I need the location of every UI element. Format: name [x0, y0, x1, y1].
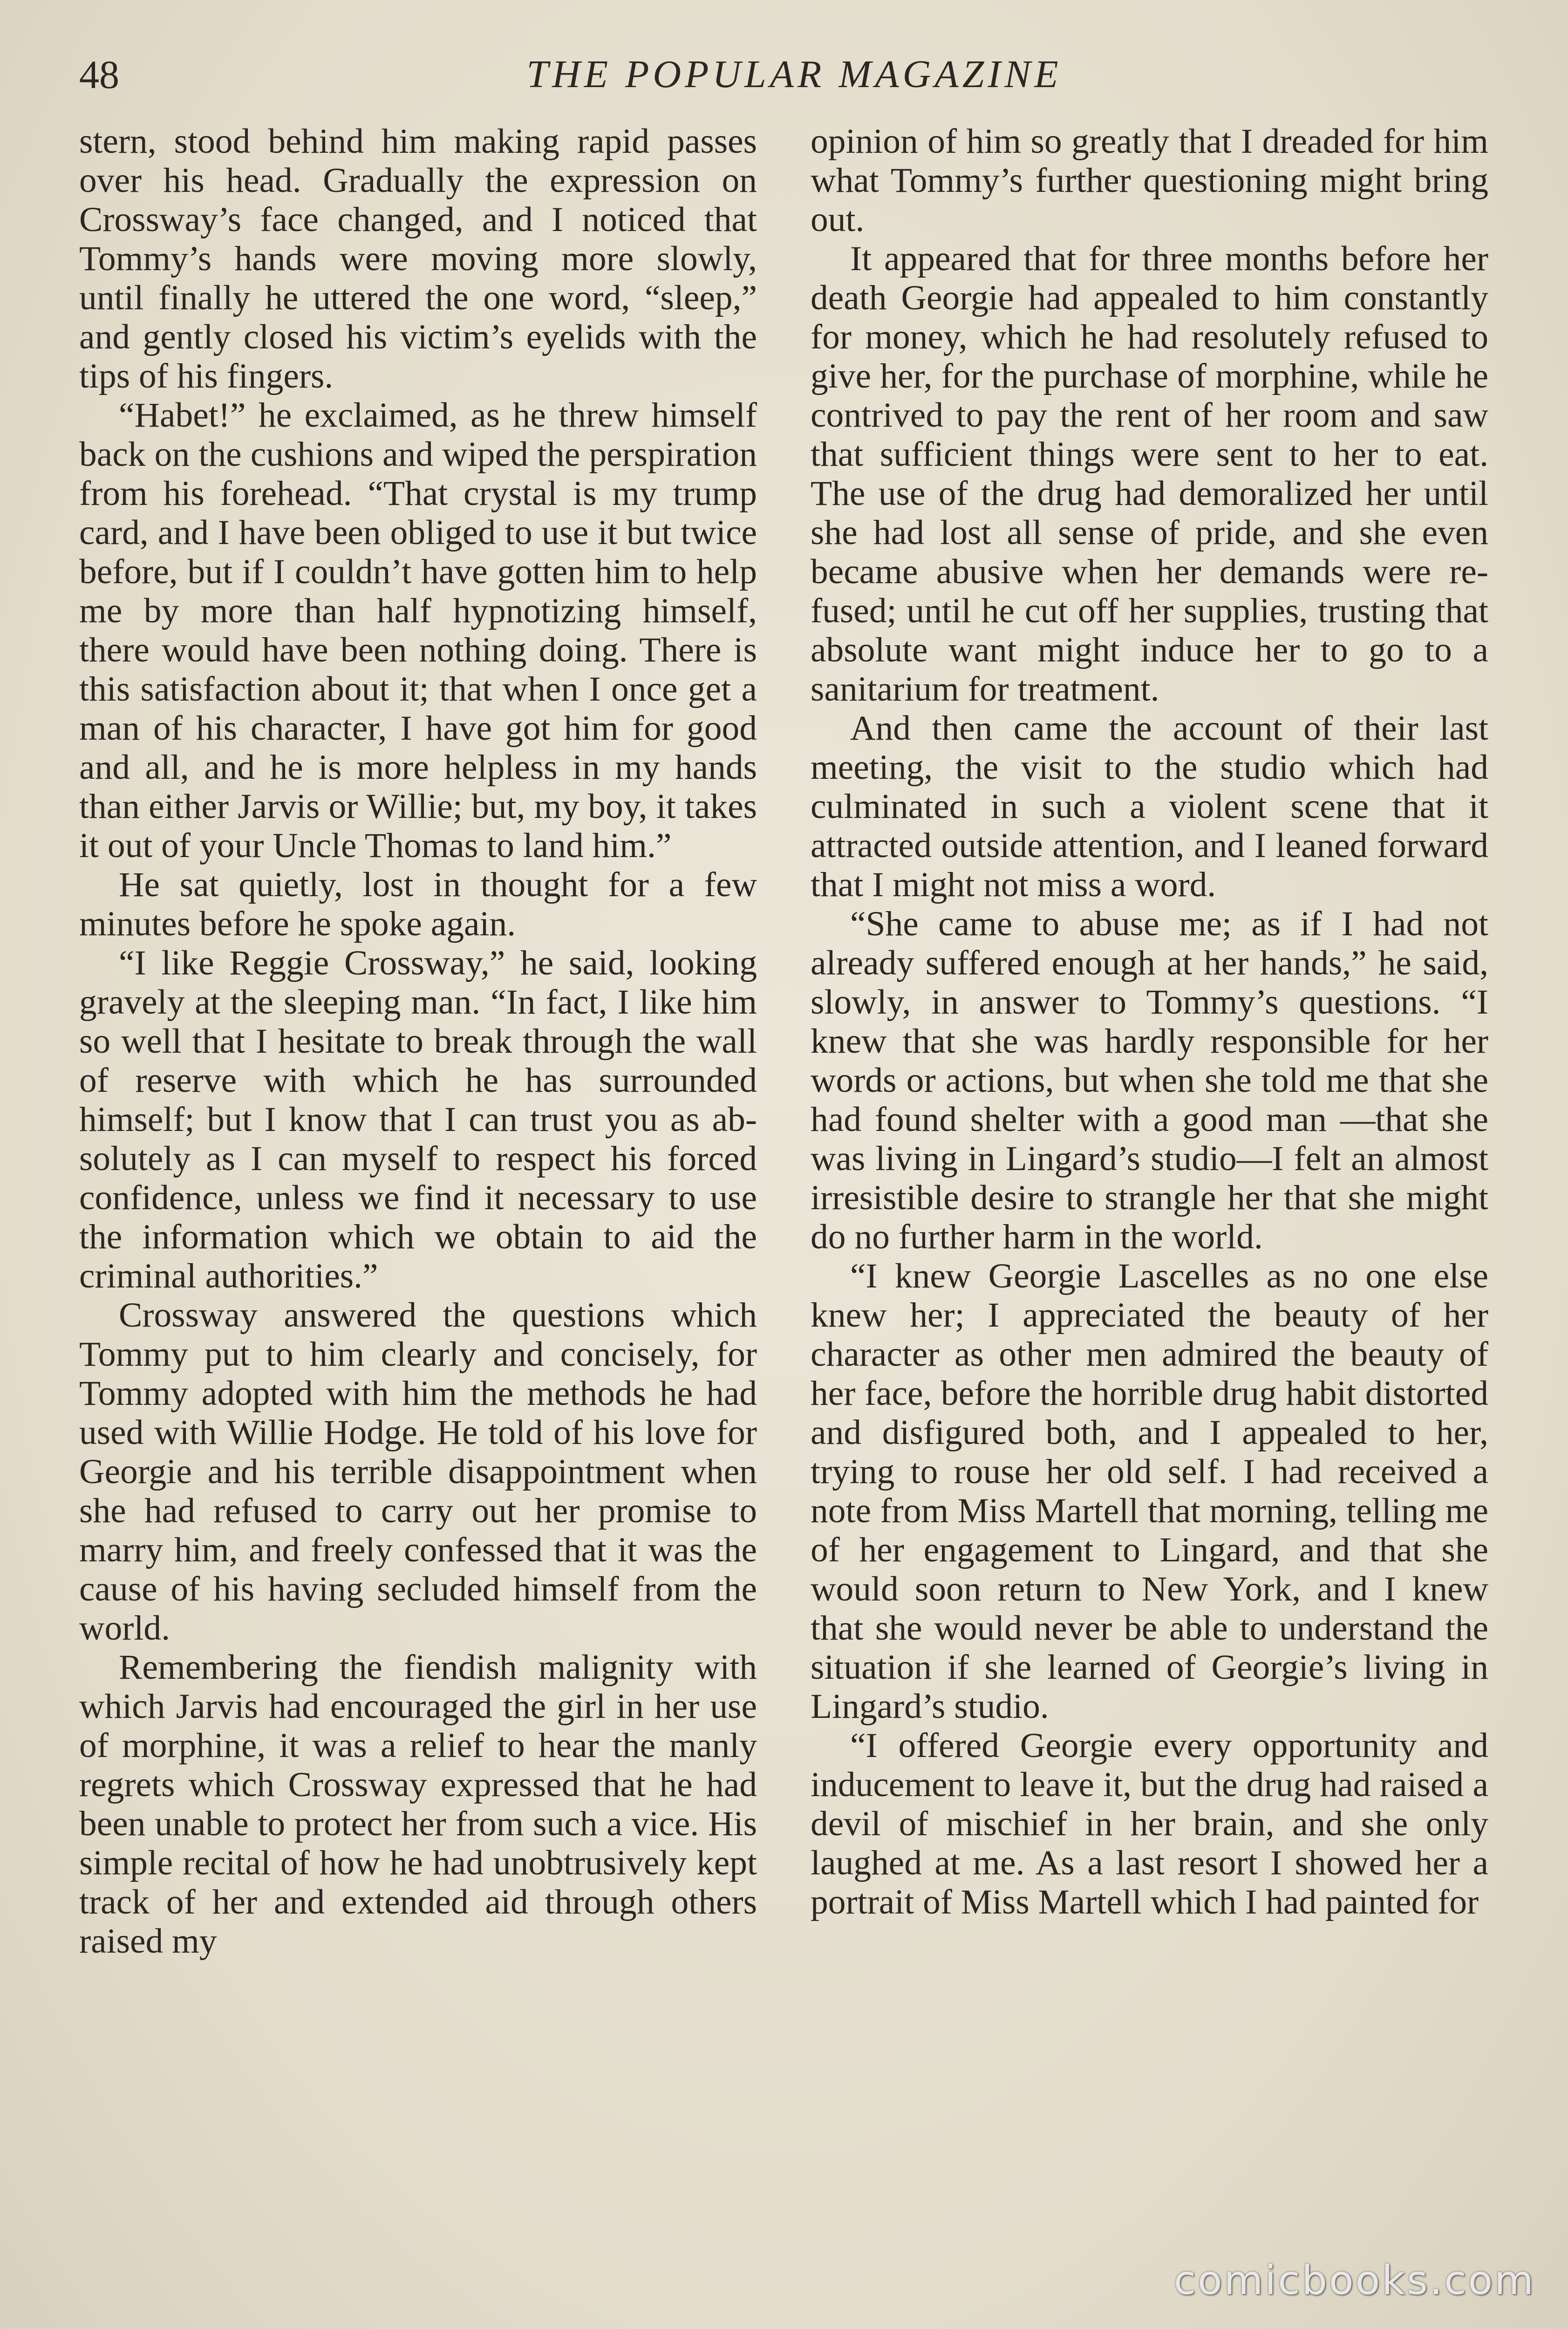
running-head: THE POPULAR MAGAZINE [526, 53, 1062, 96]
right-column [811, 122, 1488, 2311]
watermark: comicbooks.com [1173, 2257, 1535, 2304]
paragraph: Crossway answered the questions which Tommy put to him clearly and concisely, for Tommy adopted with him the methods he had used with Willie Hodge. He told of his love for Georgie and his terrible disappointment when she had refused to carry out her promise to marry him, and freely confessed that it was the cause of his having secluded himself from the world. [79, 1296, 757, 1648]
paragraph: stern, stood behind him making rapid passes over his head. Gradually the expression on Crossway’s face changed, and I noticed that Tommy’s hands were moving more slowly, until finally he uttered the one word, “sleep,” and gently closed his victim’s eyelids with the tips of his fingers. [79, 122, 757, 395]
paragraph: It appeared that for three months before her death Georgie had appealed to him constantly for money, which he had resolutely refused to give her, for the purchase of morphine, while he contrived to pay the rent of her room and saw that sufficient things were sent to her to eat. The use of the drug had demoralized her until she had lost all sense of pride, and she even became abusive when her demands were refused; until he cut off her supplies, trusting that absolute want might induce her to go to a sanitarium for treatment. [811, 239, 1488, 708]
page-number: 48 [79, 52, 119, 97]
paragraph: He sat quietly, lost in thought for a few minutes before he spoke again. [79, 865, 757, 943]
paragraph: opinion of him so greatly that I dreaded for him what Tommy’s further questioning might bring out. [811, 122, 1488, 239]
page-header [79, 47, 1509, 102]
paragraph: And then came the account of their last meeting, the visit to the studio which had culminated in such a violent scene that it attracted outside attention, and I leaned forward that I might not miss a word. [811, 709, 1488, 904]
paragraph: “Habet!” he exclaimed, as he threw himself back on the cushions and wiped the perspiration from his forehead. “That crystal is my trump card, and I have been obliged to use it but twice before, but if I couldn’t have gotten him to help me by more than half hypnotizing himself, there would have been nothing doing. There is this satisfaction about it; that when I once get a man of his character, I have got him for good and all, and he is more helpless in my hands than either Jarvis or Willie; but, my boy, it takes it out of your Uncle Thomas to land him.” [79, 396, 757, 865]
paragraph: “I like Reggie Crossway,” he said, looking gravely at the sleeping man. “In fact, I like him so well that I hesitate to break through the wall of reserve with which he has surrounded himself; but I know that I can trust you as absolutely as I can myself to respect his forced confidence, unless we find it necessary to use the information which we obtain to aid the criminal authorities.” [79, 944, 757, 1295]
paragraph: Remembering the fiendish malignity with which Jarvis had encouraged the girl in her use of morphine, it was a relief to hear the manly regrets which Crossway expressed that he had been unable to protect her from such a vice. His simple recital of how he had unobtrusively kept track of her and extended aid through others raised my [79, 1648, 757, 1961]
paragraph: “I knew Georgie Lascelles as no one else knew her; I appreciated the beauty of her character as other men admired the beauty of her face, before the horrible drug habit distorted and disfigured both, and I appealed to her, trying to rouse her old self. I had received a note from Miss Martell that morning, telling me of her engagement to Lingard, and that she would soon return to New York, and I knew that she would never be able to understand the situation if she learned of Georgie’s living in Lingard’s studio. [811, 1257, 1488, 1726]
paragraph: “I offered Georgie every opportunity and inducement to leave it, but the drug had raised a devil of mischief in her brain, and she only laughed at me. As a last resort I showed her a portrait of Miss Martell which I had painted for [811, 1726, 1488, 1921]
left-column [79, 122, 757, 2311]
paragraph: “She came to abuse me; as if I had not already suffered enough at her hands,” he said, slowly, in answer to Tommy’s questions. “I knew that she was hardly responsible for her words or actions, but when she told me that she had found shelter with a good man —that she was living in Lingard’s studio—I felt an almost irresistible desire to strangle her that she might do no further harm in the world. [811, 905, 1488, 1256]
